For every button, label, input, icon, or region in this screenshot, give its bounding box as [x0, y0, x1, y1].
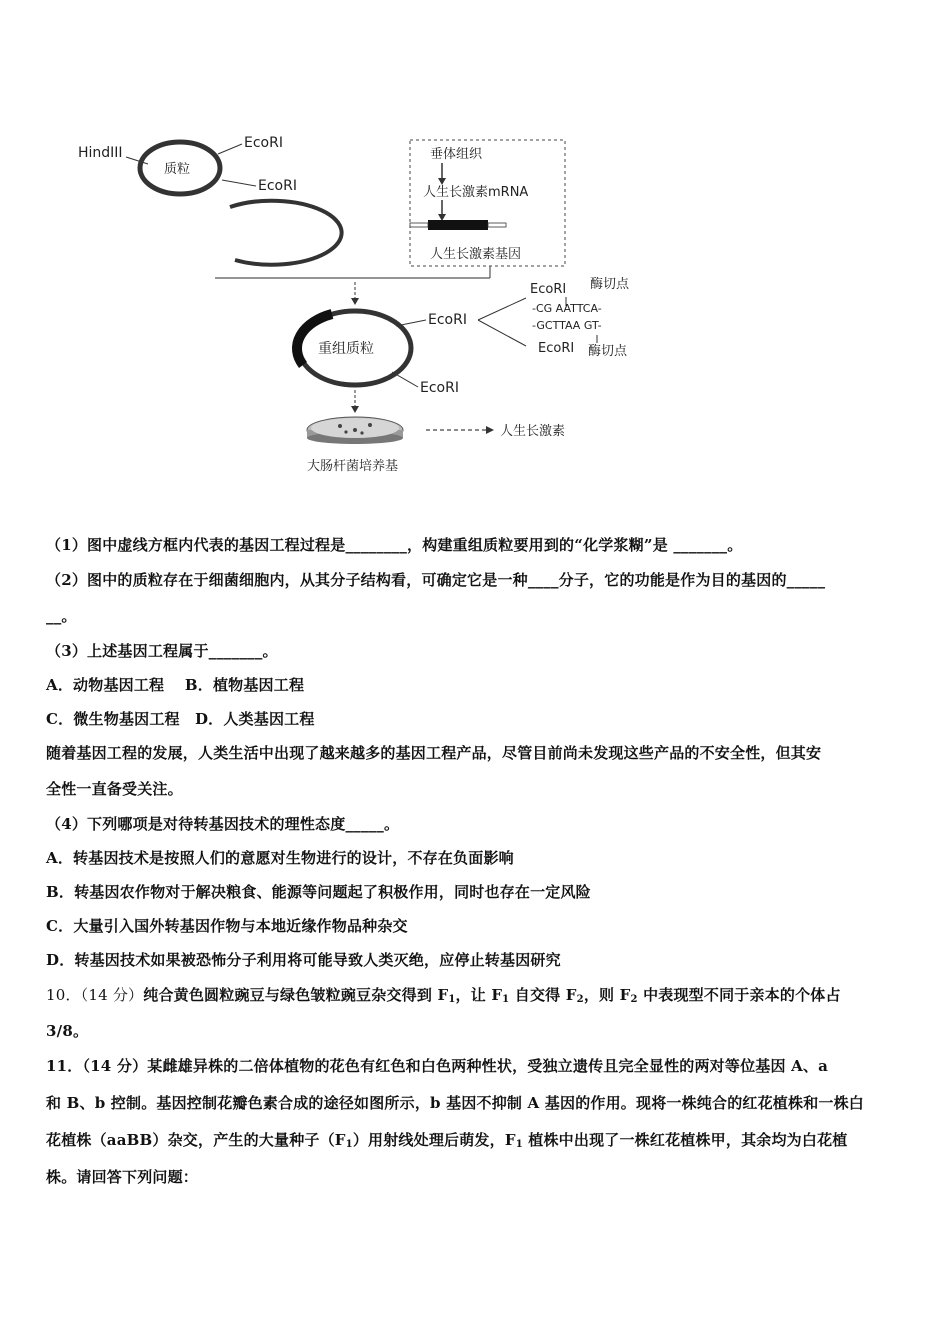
question-3-options-cd: C．微生物基因工程 D．人类基因工程	[46, 710, 315, 728]
question-10-line2: 3/8。	[46, 1022, 89, 1040]
product-label: 人生长激素	[500, 424, 566, 439]
question-2-line1: （2）图中的质粒存在于细菌细胞内，从其分子结构看，可确定它是一种____分子，它的功能是作为目的基因的_____	[46, 571, 826, 589]
question-11-line3: 花植株（aaBB）杂交，产生的大量种子$(F_1)$用射线处理后萌发，$F_1$ 植株中出现了一株红花植株甲，其余均为白花植	[46, 1131, 848, 1150]
paragraph-line2: 全性一直备受关注。	[46, 780, 183, 798]
question-10-number: 10．（14 分）	[46, 986, 144, 1004]
cut-site-label-2: 酶切点	[588, 344, 628, 359]
question-11-line4: 株。请回答下列问题：	[46, 1168, 199, 1186]
mrna-label: 人生长激素mRNA	[423, 185, 529, 200]
question-3: （3）上述基因工程属于_______。	[46, 642, 278, 660]
opened-plasmid	[230, 201, 342, 265]
ecori-label-5: EcoRI	[530, 282, 567, 297]
question-4-option-a: A．转基因技术是按照人们的意愿对生物进行的设计，不存在负面影响	[46, 849, 514, 867]
question-11-line2: 和 B、b 控制。基因控制花瓣色素合成的途径如图所示，b 基因不抑制 A 基因的作用。现将一株纯合的红花植株和一株白	[46, 1094, 865, 1112]
gene-bar	[428, 220, 488, 230]
ecori-label-4: EcoRI	[420, 380, 459, 396]
gene-engineering-diagram	[70, 130, 670, 490]
ecori-label-2: EcoRI	[258, 178, 297, 194]
question-4-option-d: D．转基因技术如果被恐怖分子利用将可能导致人类灭绝，应停止转基因研究	[46, 951, 561, 969]
question-4: （4）下列哪项是对待转基因技术的理性态度_____。	[46, 815, 400, 833]
cut-site-label-1: 酶切点	[590, 277, 630, 292]
sequence-bottom: -GCTTAA GT-	[532, 319, 602, 332]
question-4-option-c: C．大量引入国外转基因作物与本地近缘作物品种杂交	[46, 917, 408, 935]
question-1: （1）图中虚线方框内代表的基因工程过程是________，构建重组质粒要用到的“化学浆糊”是 _______。	[46, 536, 743, 554]
recombinant-label: 重组质粒	[318, 341, 374, 357]
hindiii-label: HindIII	[78, 145, 123, 161]
ecori-label-1: EcoRI	[244, 135, 283, 151]
plasmid-label: 质粒	[164, 162, 191, 177]
ecori-label-3: EcoRI	[428, 312, 467, 328]
sequence-top: -CG AATTCA-	[532, 302, 602, 315]
question-4-option-b: B．转基因农作物对于解决粮食、能源等问题起了积极作用，同时也存在一定风险	[46, 883, 591, 901]
tissue-label: 垂体组织	[430, 147, 483, 162]
question-10-line1: 10．（14 分）纯合黄色圆粒豌豆与绿色皱粒豌豆杂交得到 $F_1$，让 $F_1$ 自交得 $F_2$，则 $F_2$ 中表现型不同于亲本的个体占	[46, 986, 841, 1005]
medium-label: 大肠杆菌培养基	[307, 459, 399, 474]
gene-label: 人生长激素基因	[430, 247, 522, 262]
question-2-line2: __。	[46, 607, 77, 625]
question-11-line1: 11．（14 分）某雌雄异株的二倍体植物的花色有红色和白色两种性状，受独立遗传且完全显性的两对等位基因 A、a	[46, 1057, 829, 1075]
ecori-label-6: EcoRI	[538, 341, 575, 356]
question-3-options-ab: A．动物基因工程 B．植物基因工程	[46, 676, 305, 694]
paragraph-line1: 随着基因工程的发展，人类生活中出现了越来越多的基因工程产品，尽管目前尚未发现这些产品的不安全性，但其安	[46, 744, 822, 762]
